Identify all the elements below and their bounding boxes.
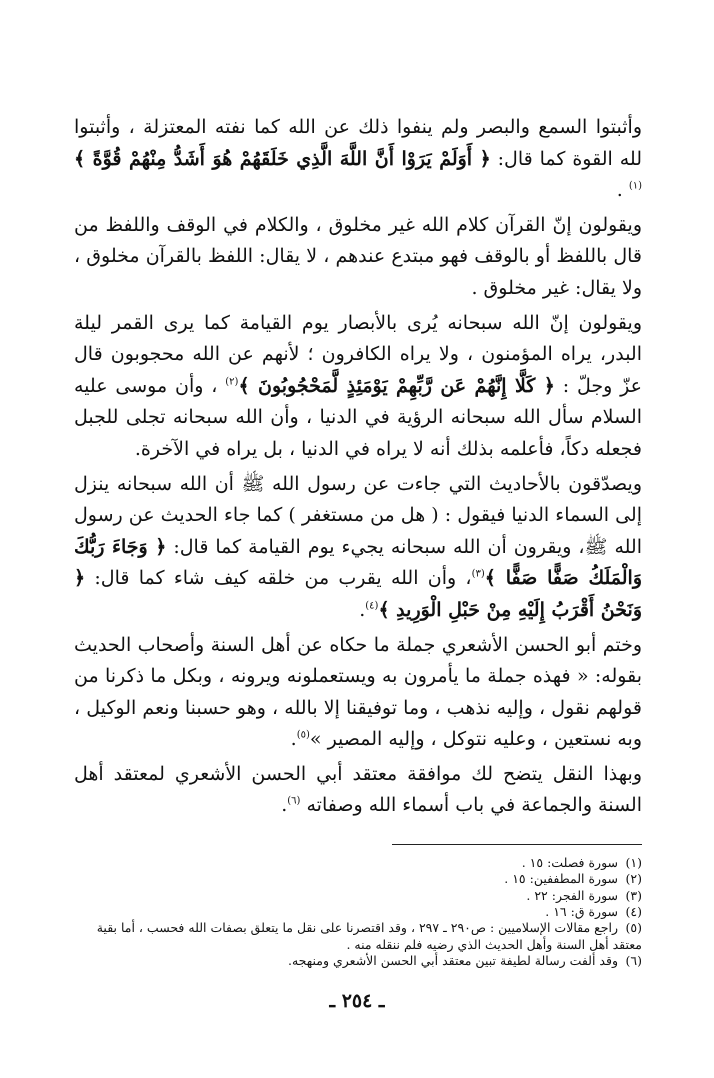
- footnote-number: (٥): [625, 920, 642, 936]
- paragraph-text: ويصدّقون بالأحاديث التي جاءت عن رسول الله ﷺ أن الله سبحانه ينزل إلى السماء الدنيا فيقول : ( هل من مستغفر ) كما جاء الحديث عن رسول الله ﷺ، ويقرون أن الله سبحانه يجيء يوم القيامة كما قال:: [74, 472, 642, 558]
- quran-verse: ﴿ وَنَحْنُ أَقْرَبُ إِلَيْهِ مِنْ حَبْلِ الْوَرِيدِ ﴾: [74, 567, 642, 621]
- paragraph-text: ، وأن الله يقرب من خلقه كيف شاء كما قال:: [85, 567, 472, 590]
- footnote-text: راجع مقالات الإسلاميين : ص٢٩٠ ـ ٢٩٧ ، وقد اقتصرنا على نقل ما يتعلق بصفات الله فحسب ، أما بقية معتقد أهل السنة وأهل الحديث الذي رضيه فلم ننقله منه .: [96, 920, 642, 952]
- footnote-item: [74, 920, 642, 953]
- footnote-separator: [392, 844, 642, 845]
- quran-verse: ﴿ وَجَاءَ رَبُّكَ وَالْمَلَكُ صَفًّا صَفًّا ﴾: [74, 535, 642, 590]
- footnote-number: (٤): [625, 903, 642, 919]
- paragraph-text: ويقولون إنّ الله سبحانه يُرى بالأبصار يوم القيامة كما يرى القمر ليلة البدر، يراه المؤمنون ، ولا يراه الكافرون ؛ لأنهم عن الله محجوبون قال عزّ وجلّ :: [74, 311, 643, 397]
- footnote-item: [74, 888, 642, 904]
- footnote-item: [74, 953, 642, 969]
- paragraph: [74, 759, 642, 822]
- footnote-reference: (٦): [287, 796, 301, 808]
- paragraph-text: وختم أبو الحسن الأشعري جملة ما حكاه عن أهل السنة وأصحاب الحديث بقوله: « فهذه جملة ما يأمرون به ويستعملونه ويرونه ، وبكل ما ذكرنا من قولهم نقول ، وإليه نذهب ، وما توفيقنا إلا بالله ، وهو حسبنا ونعم الوكيل ، وبه نستعين ، وعليه نتوكل ، وإليه المصير »: [74, 633, 642, 751]
- footnote-number: (٣): [625, 887, 642, 903]
- footnote-reference: (١): [628, 180, 642, 192]
- paragraph: [74, 308, 642, 466]
- footnotes-list: [74, 855, 642, 969]
- footnote-item: [74, 871, 642, 887]
- paragraph-text: ويقولون إنّ القرآن كلام الله غير مخلوق ، والكلام في الوقف واللفظ من قال باللفظ أو بالوقف فهو مبتدع عندهم ، لا يقال: اللفظ بالقرآن مخلوق ، ولا يقال: غير مخلوق .: [74, 213, 642, 299]
- paragraph-text: .: [290, 728, 297, 751]
- body-text: [74, 112, 642, 822]
- footnote-text: سورة الفجر: ٢٢ .: [526, 887, 619, 903]
- paragraph: [74, 210, 642, 305]
- paragraph-text: .: [359, 598, 366, 621]
- paragraph-text: .: [616, 179, 629, 202]
- footnote-item: [74, 855, 642, 871]
- paragraph-text: وأثبتوا السمع والبصر ولم ينفوا ذلك عن الله كما نفته المعتزلة ، وأثبتوا لله القوة كما قال:: [74, 116, 642, 170]
- paragraph: [74, 630, 642, 756]
- footnote-text: سورة فصلت: ١٥ .: [521, 855, 619, 871]
- paragraph-text: ، وأن موسى عليه السلام سأل الله سبحانه الرؤية في الدنيا ، وأن الله سبحانه تجلى للجبل فجعله دكاً، فأعلمه بذلك أنه لا يراه في الدنيا ، بل يراه في الآخرة.: [74, 374, 642, 460]
- page-number: ـ ٢٥٤ ـ: [329, 990, 385, 1012]
- footnote-text: وقد ألفت رسالة لطيفة تبين معتقد أبي الحسن الأشعري ومنهجه.: [288, 952, 619, 968]
- footnote-text: سورة ق: ١٦ .: [545, 903, 619, 919]
- footnote-number: (٦): [625, 952, 642, 968]
- quran-verse: ﴿ كَلَّا إِنَّهُمْ عَن رَّبِّهِمْ يَوْمَئِذٍ لَّمَحْجُوبُونَ ﴾: [238, 374, 555, 397]
- footnote-text: سورة المطففين: ١٥ .: [504, 871, 619, 887]
- paragraph: [74, 112, 642, 207]
- footnote-number: (٢): [625, 871, 642, 887]
- footnote-reference: (٢): [225, 376, 239, 388]
- quran-verse: ﴿ أَوَلَمْ يَرَوْا أَنَّ اللَّهَ الَّذِي خَلَقَهُمْ هُوَ أَشَدُّ مِنْهُمْ قُوَّةً ﴾: [74, 147, 491, 170]
- paragraph: [74, 469, 642, 627]
- paragraph-text: وبهذا النقل يتضح لك موافقة معتقد أبي الحسن الأشعري لمعتقد أهل السنة والجماعة في باب أسماء الله وصفاته: [74, 762, 642, 817]
- paragraph-text: .: [281, 794, 288, 817]
- footnote-item: [74, 904, 642, 920]
- footnote-reference: (٥): [296, 729, 310, 741]
- footnote-reference: (٤): [365, 600, 379, 612]
- footnote-number: (١): [625, 855, 642, 871]
- footnote-reference: (٣): [471, 568, 485, 580]
